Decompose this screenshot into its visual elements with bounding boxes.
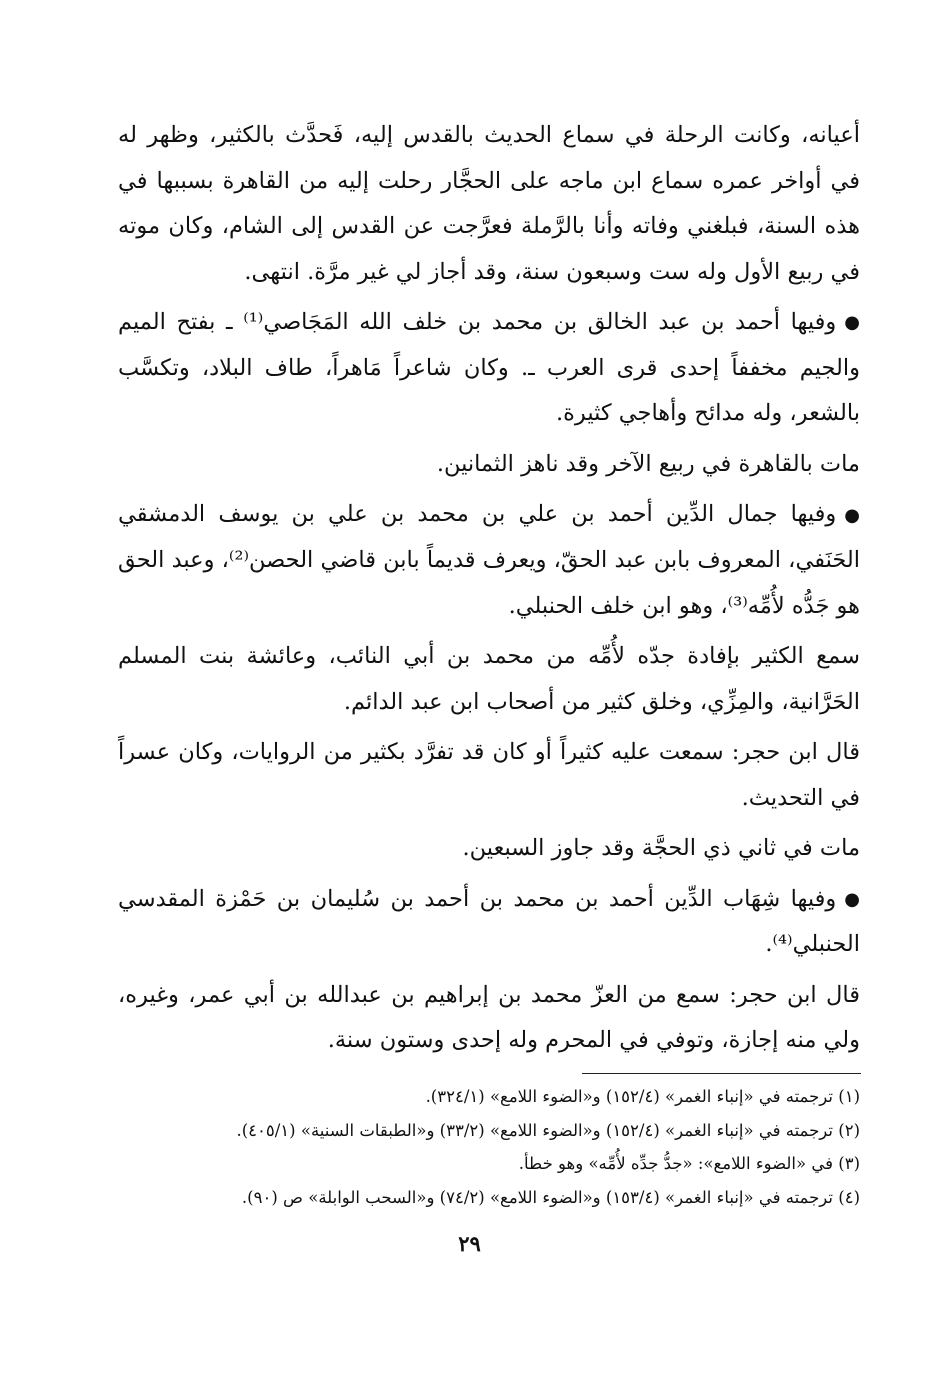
page-number: ٢٩ <box>458 1231 481 1256</box>
paragraph-death-note <box>118 826 860 872</box>
footnote-2: (٢) ترجمته في «إنباء الغمر» (١٥٢/٤) و«الضوء اللامع» (٣٣/٢) و«الطبقات السنية» (٤٠٥/١). <box>236 1120 860 1140</box>
paragraph-entry-majasi <box>118 300 860 437</box>
bullet-icon: ● <box>844 888 860 910</box>
paragraph-text: مات بالقاهرة في ربيع الآخر وقد ناهز الثمانين. <box>436 450 860 477</box>
footnotes <box>118 1080 860 1214</box>
paragraph-text: أعيانه، وكانت الرحلة في سماع الحديث بالقدس إليه، فَحدَّث بالكثير، وظهر له في أواخر عمره سماع ابن ماجه على الحجَّار رحلت إليه من القاهرة بسببها في هذه السنة، فبلغني وفاته وأنا بالرَّملة فعرَّجت عن القدس إلى الشام، وكان موته في ربيع الأول وله ست وسبعون سنة، وقد أجاز لي غير مرَّة. انتهى. <box>118 122 860 285</box>
footnote-4: (٤) ترجمته في «إنباء الغمر» (١٥٣/٤) و«الضوء اللامع» (٧٤/٢) و«السحب الوابلة» ص (٩٠). <box>241 1187 860 1207</box>
paragraph-continuation <box>118 113 860 295</box>
main-text <box>118 113 860 1069</box>
paragraph-text: قال ابن حجر: سمعت عليه كثيراً أو كان قد تفرَّد بكثير من الروايات، وكان عسراً في التحديث. <box>118 739 860 811</box>
paragraph-text: سمع الكثير بإفادة جدّه لأُمِّه من محمد بن أبي النائب، وعائشة بنت المسلم الحَرَّانية، والمِزِّي، وخلق كثير من أصحاب ابن عبد الدائم. <box>118 643 860 715</box>
footnote-3: (٣) في «الضوء اللامع»: «جدُّ جدِّه لأُمِّه» وهو خطأ. <box>518 1154 860 1173</box>
bullet-icon: ● <box>844 312 860 334</box>
bullet-icon: ● <box>844 504 860 526</box>
paragraph-text: وفيها جمال الدِّين أحمد بن علي بن محمد بن علي بن يوسف الدمشقي الحَنَفي، المعروف بابن عبد الحقّ، ويعرف قديماً بابن قاضي الحصن⁽²⁾، وعبد الحق هو جَدُّه لأُمِّه⁽³⁾، وهو ابن خلف الحنبلي. <box>118 501 860 619</box>
paragraph-entry-shihab-al-din <box>118 877 860 968</box>
paragraph-text: وفيها أحمد بن عبد الخالق بن محمد بن خلف الله المَجَاصي⁽¹⁾ ـ بفتح الميم والجيم مخففاً إحدى قرى العرب ـ. وكان شاعراً مَاهراً، طاف البلاد، وتكسَّب بالشعر، وله مدائح وأهاجي كثيرة. <box>118 309 860 427</box>
paragraph-ibn-hajar-quote <box>118 730 860 821</box>
paragraph-text: مات في ثاني ذي الحجَّة وقد جاوز السبعين. <box>462 835 860 861</box>
paragraph-death-note <box>118 442 860 488</box>
footnote-divider <box>582 1073 861 1074</box>
paragraph-text: وفيها شِهَاب الدِّين أحمد بن محمد بن أحمد بن سُليمان بن حَمْزة المقدسي الحنبلي⁽⁴⁾. <box>118 885 860 958</box>
paragraph-ibn-hajar-quote <box>118 973 860 1064</box>
footnote-1: (١) ترجمته في «إنباء الغمر» (١٥٢/٤) و«الضوء اللامع» (٣٢٤/١). <box>425 1087 860 1106</box>
paragraph-entry-ibn-abd-al-haqq <box>118 492 860 629</box>
paragraph-teachers <box>118 634 860 725</box>
paragraph-text: قال ابن حجر: سمع من العزّ محمد بن إبراهيم بن عبدالله بن أبي عمر، وغيره، ولي منه إجازة، وتوفي في المحرم وله إحدى وستون سنة. <box>118 981 860 1054</box>
